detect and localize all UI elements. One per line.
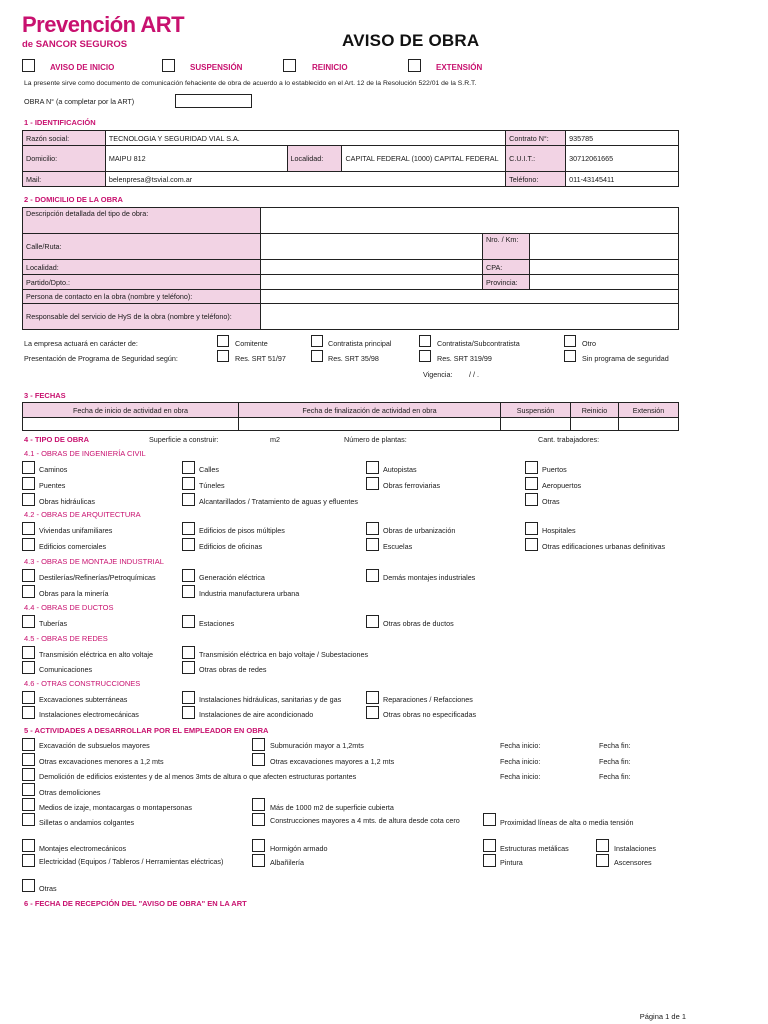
obra-type-label: Calles [199,465,219,474]
medios-izaje-checkbox[interactable] [22,798,35,811]
mas-1000m2-label: Más de 1000 m2 de superficie cubierta [270,803,394,812]
obra-type-checkbox[interactable] [182,493,195,506]
domicilio-label: Domicilio: [23,146,106,172]
section-1-title: 1 - IDENTIFICACIÓN [24,118,96,127]
obra-type-label: Demás montajes industriales [383,573,476,582]
fecha-fin-3: Fecha fin: [599,772,631,781]
obra-type-label: Instalaciones hidráulicas, sanitarias y de gas [199,695,342,704]
calle-value[interactable] [261,234,483,260]
section-3-title: 3 - FECHAS [24,391,66,400]
localidad-obra-value[interactable] [261,260,483,275]
extension-checkbox[interactable] [408,59,421,72]
cuit-label: C.U.I.T.: [506,146,566,172]
mail-label: Mail: [23,172,106,187]
demolicion-label: Demolición de edificios existentes y de al menos 3mts de altura o que afecten estructuras portantes [39,772,357,781]
obra-type-checkbox[interactable] [22,585,35,598]
otras-demoliciones-label: Otras demoliciones [39,788,101,797]
page-title: AVISO DE OBRA [342,31,480,50]
fecha-inicio-header: Fecha de inicio de actividad en obra [23,403,239,418]
obra-type-checkbox[interactable] [182,461,195,474]
calle-label: Calle/Ruta: [23,234,261,260]
obra-type-label: Escuelas [383,542,413,551]
excavacion-subsuelos-label: Excavación de subsuelos mayores [39,741,150,750]
partido-value[interactable] [261,275,483,290]
obra-type-label: Edificios de oficinas [199,542,263,551]
obra-type-label: Instalaciones electromecánicas [39,710,139,719]
excavacion-subsuelos-checkbox[interactable] [22,738,35,751]
electricidad-label: Electricidad (Equipos / Tableros / Herramientas eléctricas) [39,857,224,866]
albanileria-checkbox[interactable] [252,854,265,867]
razon-social-label: Razón social: [23,131,106,146]
suspension-value[interactable] [501,418,571,431]
obra-label: OBRA N° (a completar por la ART) [24,97,135,106]
res-35-98-checkbox[interactable] [311,350,323,362]
fecha-inicio-value[interactable] [23,418,239,431]
contacto-label: Persona de contacto en la obra (nombre y teléfono): [23,290,261,304]
obra-type-label: Aeropuertos [542,481,582,490]
group-title-1: 4.1 - OBRAS DE INGENIERÍA CIVIL [24,449,146,458]
mail-value[interactable]: belenpresa@tsvial.com.ar [105,172,505,187]
section-5-title: 5 - ACTIVIDADES A DESARROLLAR POR EL EMPLEADOR EN OBRA [24,726,269,735]
section-4-title: 4 - TIPO DE OBRA [24,435,90,444]
obra-type-checkbox[interactable] [182,615,195,628]
estructuras-metalicas-checkbox[interactable] [483,839,496,852]
obra-type-label: Estaciones [199,619,235,628]
sin-programa-checkbox[interactable] [564,350,576,362]
subcontratista-label: Contratista/Subcontratista [437,339,520,348]
nro-value[interactable] [530,234,679,260]
obra-number-field[interactable] [175,94,252,108]
excavaciones-menores-label: Otras excavaciones menores a 1,2 mts [39,757,164,766]
obra-type-label: Otras obras de ductos [383,619,454,628]
sin-programa-label: Sin programa de seguridad [582,354,669,363]
domicilio-obra-table [22,207,679,330]
fecha-inicio-1: Fecha inicio: [500,741,541,750]
submuracion-label: Submuración mayor a 1,2mts [270,741,364,750]
hormigon-label: Hormigón armado [270,844,328,853]
fechas-table [22,402,679,431]
obra-type-checkbox[interactable] [182,569,195,582]
provincia-label: Provincia: [483,275,530,290]
suspension-header: Suspensión [501,403,571,418]
obra-type-checkbox[interactable] [366,522,379,535]
obra-type-label: Edificios comerciales [39,542,107,551]
suspension-checkbox[interactable] [162,59,175,72]
construcciones-4mts-label: Construcciones mayores a 4 mts. de altura desde cota cero [270,816,460,825]
hormigon-checkbox[interactable] [252,839,265,852]
comitente-checkbox[interactable] [217,335,229,347]
group-title-3: 4.3 - OBRAS DE MONTAJE INDUSTRIAL [24,557,164,566]
demolicion-checkbox[interactable] [22,768,35,781]
submuracion-checkbox[interactable] [252,738,265,751]
obra-type-label: Tuberías [39,619,68,628]
excavaciones-mayores-label: Otras excavaciones mayores a 1,2 mts [270,757,395,766]
nro-label: Nro. / Km: [483,234,530,260]
electricidad-checkbox[interactable] [22,854,35,867]
localidad-obra-label: Localidad: [23,260,261,275]
localidad-value[interactable]: CAPITAL FEDERAL (1000) CAPITAL FEDERAL [342,146,506,172]
obra-type-checkbox[interactable] [366,569,379,582]
obra-type-checkbox[interactable] [525,477,538,490]
obra-type-checkbox[interactable] [22,461,35,474]
section-6-title: 6 - FECHA DE RECEPCIÓN DEL "AVISO DE OBRA" EN LA ART [24,899,247,908]
superficie-label: Superficie a construir: [149,435,219,444]
extension-header: Extensión [619,403,679,418]
descripcion-value[interactable] [261,208,679,234]
pintura-checkbox[interactable] [483,854,496,867]
obra-type-label: Obras de urbanización [383,526,456,535]
fecha-inicio-3: Fecha inicio: [500,772,541,781]
obra-type-checkbox[interactable] [22,691,35,704]
obra-type-label: Caminos [39,465,68,474]
obra-type-label: Puentes [39,481,66,490]
contrato-value[interactable]: 935785 [566,131,679,146]
estructuras-metalicas-label: Estructuras metálicas [500,844,569,853]
obra-type-label: Otras edificaciones urbanas definitivas [542,542,666,551]
instalaciones-label: Instalaciones [614,844,656,853]
fecha-fin-value[interactable] [239,418,501,431]
comitente-label: Comitente [235,339,268,348]
telefono-value[interactable]: 011-43145411 [566,172,679,187]
res-35-98-label: Res. SRT 35/98 [328,354,379,363]
obra-type-label: Reparaciones / Refacciones [383,695,473,704]
obra-type-label: Transmisión eléctrica en bajo voltaje / Subestaciones [199,650,369,659]
instalaciones-checkbox[interactable] [596,839,609,852]
cuit-value[interactable]: 30712061665 [566,146,679,172]
responsable-value[interactable] [261,304,679,330]
obra-type-label: Otras [542,497,560,506]
obra-type-checkbox[interactable] [525,493,538,506]
ascensores-checkbox[interactable] [596,854,609,867]
obra-type-checkbox[interactable] [182,522,195,535]
obra-type-checkbox[interactable] [182,706,195,719]
obra-type-label: Excavaciones subterráneas [39,695,128,704]
fecha-fin-header: Fecha de finalización de actividad en obra [239,403,501,418]
obra-type-checkbox[interactable] [22,706,35,719]
res-51-97-checkbox[interactable] [217,350,229,362]
obra-type-checkbox[interactable] [525,461,538,474]
obra-type-checkbox[interactable] [366,691,379,704]
group-title-4: 4.4 - OBRAS DE DUCTOS [24,603,114,612]
intro-text: La presente sirve como documento de comunicación fehaciente de obra de acuerdo a lo establecido en el Art. 12 de la Resolución 522/01 de la S.R.T. [24,80,477,87]
excavaciones-menores-checkbox[interactable] [22,753,35,766]
suspension-label: SUSPENSIÓN [190,63,243,72]
obra-type-label: Transmisión eléctrica en alto voltaje [39,650,153,659]
obra-type-label: Alcantarillados / Tratamiento de aguas y efluentes [199,497,359,506]
mas-1000m2-checkbox[interactable] [252,798,265,811]
obra-type-checkbox[interactable] [22,538,35,551]
group-title-2: 4.2 - OBRAS DE ARQUITECTURA [24,510,141,519]
obra-type-checkbox[interactable] [22,477,35,490]
obra-type-checkbox[interactable] [22,646,35,659]
fecha-fin-1: Fecha fin: [599,741,631,750]
provincia-value[interactable] [530,275,679,290]
contratista-principal-label: Contratista principal [328,339,392,348]
trabajadores-label: Cant. trabajadores: [538,435,600,444]
m2-label: m2 [270,435,280,444]
obra-type-checkbox[interactable] [22,522,35,535]
subcontratista-checkbox[interactable] [419,335,431,347]
obra-type-checkbox[interactable] [182,585,195,598]
obra-type-checkbox[interactable] [366,461,379,474]
ascensores-label: Ascensores [614,858,652,867]
obra-type-checkbox[interactable] [182,661,195,674]
obra-type-label: Otras obras no especificadas [383,710,477,719]
reinicio-label: REINICIO [312,63,348,72]
telefono-label: Teléfono: [506,172,566,187]
otras-actividades-checkbox[interactable] [22,879,35,892]
extension-label: EXTENSIÓN [436,63,483,72]
obra-type-label: Industria manufacturera urbana [199,589,300,598]
silletas-label: Silletas o andamios colgantes [39,818,135,827]
otro-checkbox[interactable] [564,335,576,347]
obra-type-label: Instalaciones de aire acondicionado [199,710,314,719]
razon-social-value[interactable]: TECNOLOGIA Y SEGURIDAD VIAL S.A. [105,131,505,146]
obra-type-label: Destilerías/Refinerías/Petroquímicas [39,573,156,582]
partido-label: Partido/Dpto.: [23,275,261,290]
obra-type-label: Comunicaciones [39,665,93,674]
domicilio-value[interactable]: MAIPU 812 [105,146,287,172]
construcciones-4mts-checkbox[interactable] [252,813,265,826]
programa-label: Presentación de Programa de Seguridad según: [24,354,178,363]
section-2-title: 2 - DOMICILIO DE LA OBRA [24,195,123,204]
proximidad-lineas-checkbox[interactable] [483,813,496,826]
proximidad-lineas-label: Proximidad líneas de alta o media tensión [500,818,634,827]
otro-label: Otro [582,339,596,348]
otras-demoliciones-checkbox[interactable] [22,783,35,796]
obra-type-checkbox[interactable] [22,493,35,506]
reinicio-checkbox[interactable] [283,59,296,72]
obra-type-label: Generación eléctrica [199,573,265,582]
obra-type-label: Obras ferroviarias [383,481,441,490]
obra-type-checkbox[interactable] [182,477,195,490]
contratista-principal-checkbox[interactable] [311,335,323,347]
localidad-label: Localidad: [287,146,342,172]
logo-sub: de SANCOR SEGUROS [22,39,128,50]
res-51-97-label: Res. SRT 51/97 [235,354,286,363]
res-319-99-label: Res. SRT 319/99 [437,354,492,363]
aviso-inicio-label: AVISO DE INICIO [50,63,115,72]
caracter-label: La empresa actuará en carácter de: [24,339,138,348]
fecha-fin-2: Fecha fin: [599,757,631,766]
group-title-5: 4.5 - OBRAS DE REDES [24,634,108,643]
obra-type-label: Hospitales [542,526,576,535]
page-number: Página 1 de 1 [639,1012,686,1021]
obra-type-checkbox[interactable] [22,569,35,582]
obra-type-checkbox[interactable] [366,538,379,551]
extension-value[interactable] [619,418,679,431]
silletas-checkbox[interactable] [22,813,35,826]
obra-type-label: Autopistas [383,465,417,474]
plantas-label: Número de plantas: [344,435,407,444]
otras-actividades-label: Otras [39,884,57,893]
obra-type-checkbox[interactable] [525,538,538,551]
obra-type-label: Obras para la minería [39,589,109,598]
fecha-inicio-2: Fecha inicio: [500,757,541,766]
obra-type-label: Otras obras de redes [199,665,267,674]
reinicio-value[interactable] [571,418,619,431]
vigencia-label: Vigencia: [423,370,453,379]
obra-type-checkbox[interactable] [182,691,195,704]
vigencia-date-separators[interactable]: / / . [469,370,479,379]
contacto-value[interactable] [261,290,679,304]
aviso-inicio-checkbox[interactable] [22,59,35,72]
obra-type-label: Viviendas unifamiliares [39,526,113,535]
reinicio-header: Reinicio [571,403,619,418]
albanileria-label: Albañilería [270,858,304,867]
res-319-99-checkbox[interactable] [419,350,431,362]
montajes-electromecanicos-label: Montajes electromecánicos [39,844,127,853]
cpa-value[interactable] [530,260,679,275]
obra-type-checkbox[interactable] [366,706,379,719]
medios-izaje-label: Medios de izaje, montacargas o montapersonas [39,803,193,812]
obra-type-label: Obras hidráulicas [39,497,95,506]
obra-type-label: Túneles [199,481,225,490]
pintura-label: Pintura [500,858,523,867]
cpa-label: CPA: [483,260,530,275]
montajes-electromecanicos-checkbox[interactable] [22,839,35,852]
obra-type-checkbox[interactable] [22,661,35,674]
group-title-6: 4.6 - OTRAS CONSTRUCCIONES [24,679,141,688]
descripcion-label: Descripción detallada del tipo de obra: [23,208,261,234]
obra-type-checkbox[interactable] [366,615,379,628]
obra-type-label: Puertos [542,465,567,474]
responsable-label: Responsable del servicio de HyS de la obra (nombre y teléfono): [23,304,261,330]
contrato-label: Contrato N°: [506,131,566,146]
logo-main: Prevención ART [22,12,185,37]
obra-type-checkbox[interactable] [182,646,195,659]
obra-type-checkbox[interactable] [182,538,195,551]
excavaciones-mayores-checkbox[interactable] [252,753,265,766]
obra-type-checkbox[interactable] [22,615,35,628]
obra-type-checkbox[interactable] [525,522,538,535]
obra-type-checkbox[interactable] [366,477,379,490]
obra-type-label: Edificios de pisos múltiples [199,526,285,535]
identification-table [22,130,679,187]
